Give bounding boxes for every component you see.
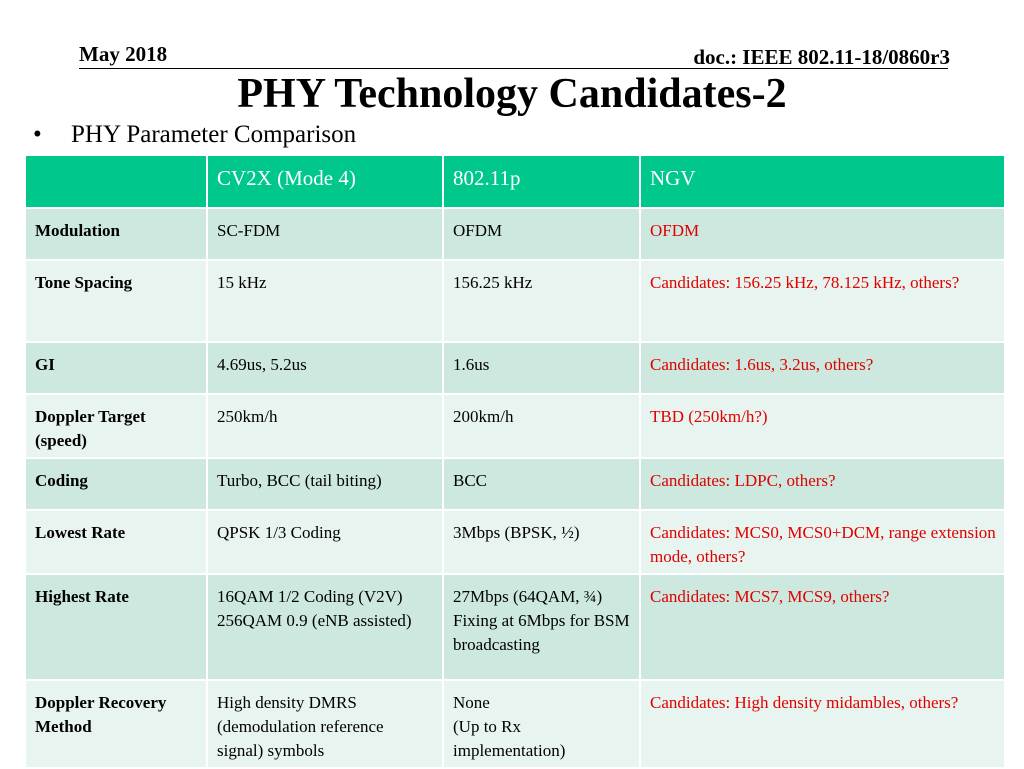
p80211-cell: 200km/h — [443, 394, 640, 458]
table-row — [25, 510, 1005, 574]
param-cell: Highest Rate — [25, 574, 207, 680]
header-date: May 2018 — [79, 42, 168, 66]
param-cell: Coding — [25, 458, 207, 510]
param-cell: Lowest Rate — [25, 510, 207, 574]
table-row — [25, 260, 1005, 342]
table-row — [25, 680, 1005, 768]
ngv-cell: Candidates: High density midambles, others? — [640, 680, 1005, 768]
bullet-marker: • — [33, 121, 42, 148]
header-cell-80211p: 802.11p — [443, 155, 640, 208]
cv2x-cell: SC-FDM — [207, 208, 443, 260]
p80211-cell: 156.25 kHz — [443, 260, 640, 342]
param-cell: Modulation — [25, 208, 207, 260]
param-cell: Doppler Target (speed) — [25, 394, 207, 458]
header-cell-ngv: NGV — [640, 155, 1005, 208]
p80211-cell: None (Up to Rx implementation) — [443, 680, 640, 768]
table-row — [25, 208, 1005, 260]
p80211-cell: OFDM — [443, 208, 640, 260]
cv2x-cell: 250km/h — [207, 394, 443, 458]
ngv-cell: OFDM — [640, 208, 1005, 260]
table-row — [25, 458, 1005, 510]
bullet-item — [33, 121, 356, 149]
header-cell-empty — [25, 155, 207, 208]
param-cell: GI — [25, 342, 207, 394]
ngv-cell: TBD (250km/h?) — [640, 394, 1005, 458]
ngv-cell: Candidates: LDPC, others? — [640, 458, 1005, 510]
param-cell: Doppler Recovery Method — [25, 680, 207, 768]
cv2x-cell: High density DMRS (demodulation reference signal) symbols — [207, 680, 443, 768]
p80211-cell: BCC — [443, 458, 640, 510]
table-row — [25, 394, 1005, 458]
header-divider — [79, 68, 948, 69]
cv2x-cell: QPSK 1/3 Coding — [207, 510, 443, 574]
slide-title: PHY Technology Candidates-2 — [237, 71, 787, 117]
table-row — [25, 574, 1005, 680]
table-row — [25, 342, 1005, 394]
cv2x-cell: 16QAM 1/2 Coding (V2V) 256QAM 0.9 (eNB assisted) — [207, 574, 443, 680]
p80211-cell: 1.6us — [443, 342, 640, 394]
ngv-cell: Candidates: 1.6us, 3.2us, others? — [640, 342, 1005, 394]
header-doc-id: doc.: IEEE 802.11-18/0860r3 — [693, 45, 950, 69]
cv2x-cell: Turbo, BCC (tail biting) — [207, 458, 443, 510]
p80211-cell: 27Mbps (64QAM, ¾) Fixing at 6Mbps for BSM broadcasting — [443, 574, 640, 680]
param-cell: Tone Spacing — [25, 260, 207, 342]
p80211-cell: 3Mbps (BPSK, ½) — [443, 510, 640, 574]
header-cell-cv2x: CV2X (Mode 4) — [207, 155, 443, 208]
ngv-cell: Candidates: MCS7, MCS9, others? — [640, 574, 1005, 680]
ngv-cell: Candidates: MCS0, MCS0+DCM, range extension mode, others? — [640, 510, 1005, 574]
cv2x-cell: 15 kHz — [207, 260, 443, 342]
ngv-cell: Candidates: 156.25 kHz, 78.125 kHz, others? — [640, 260, 1005, 342]
table-header-row — [25, 155, 1005, 208]
cv2x-cell: 4.69us, 5.2us — [207, 342, 443, 394]
bullet-text: PHY Parameter Comparison — [71, 121, 357, 148]
comparison-table — [24, 154, 1006, 769]
